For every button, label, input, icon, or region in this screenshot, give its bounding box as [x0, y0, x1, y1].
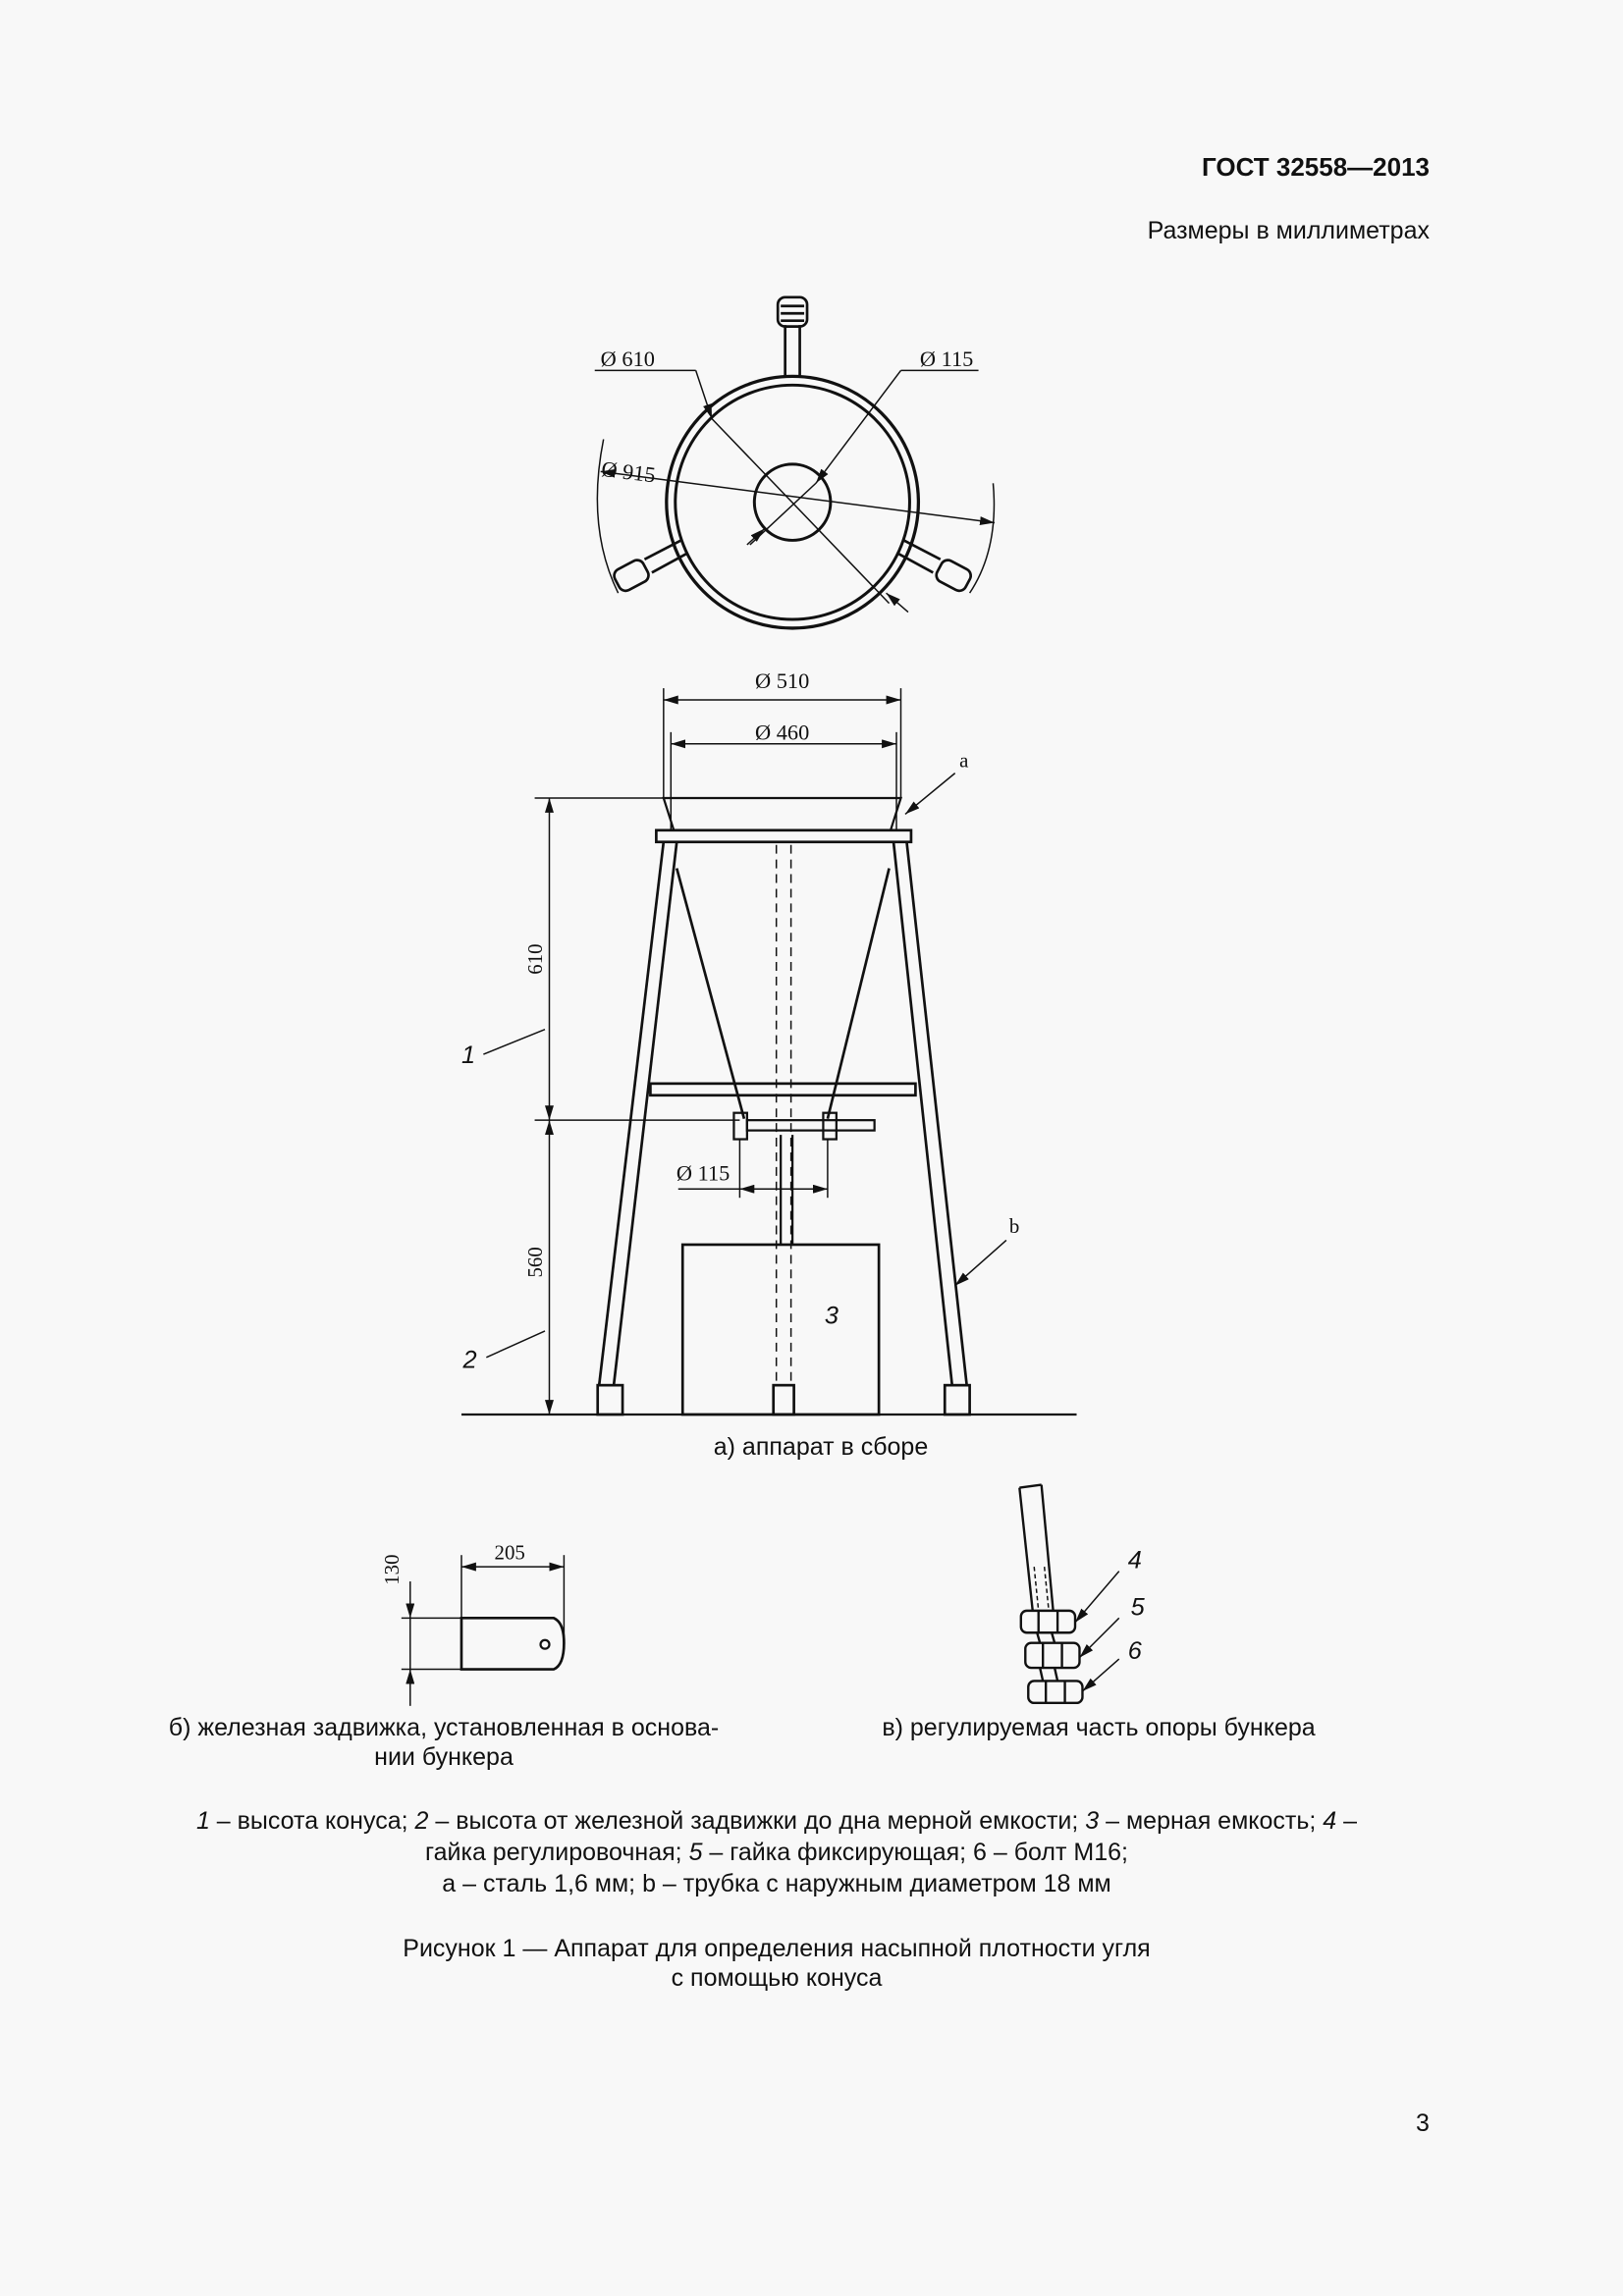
- figure-title-line1: Рисунок 1 — Аппарат для определения насыпной плотности угля: [403, 1935, 1151, 1962]
- cone: [676, 869, 889, 1119]
- legend-line-3: a – сталь 1,6 мм; b – трубка с наружным диаметром 18 мм: [442, 1870, 1111, 1897]
- legend-line-2: [425, 1838, 1128, 1867]
- cross-bar: [650, 1084, 915, 1095]
- legend-segment: 3: [1085, 1807, 1100, 1835]
- callout-5: 5: [1130, 1593, 1145, 1622]
- dimension-lines-top: [595, 370, 995, 612]
- leg-stub-top: [778, 297, 807, 377]
- dim-d915: Ø 915: [600, 455, 658, 488]
- dim-d610: Ø 610: [600, 346, 655, 371]
- dim-205: 205: [494, 1540, 525, 1565]
- legend-segment: – высота от железной задвижки до дна мерной емкости;: [428, 1807, 1086, 1835]
- legend-segment: –: [1336, 1807, 1358, 1835]
- callout-3: 3: [824, 1302, 839, 1330]
- legend-segment: 2: [414, 1807, 429, 1835]
- top-plate: [656, 830, 911, 842]
- callout-2: 2: [462, 1346, 477, 1374]
- callout-1: 1: [460, 1041, 476, 1069]
- dim-h560: 560: [523, 1247, 548, 1278]
- assembly-drawing: [461, 688, 1077, 1415]
- legend-segment: – мерная емкость;: [1099, 1807, 1324, 1835]
- slide-valve: [733, 1113, 874, 1245]
- callout-6: 6: [1127, 1637, 1142, 1666]
- figure-title-line2: с помощью конуса: [671, 1964, 883, 1992]
- callout-a: a: [959, 748, 969, 773]
- callout-b: b: [1008, 1214, 1020, 1239]
- measuring-vessel: [682, 1245, 879, 1415]
- adjustable-leg-drawing: [1019, 1485, 1118, 1703]
- caption-b-line2: нии бункера: [374, 1743, 514, 1771]
- center-lines: [777, 845, 791, 1385]
- dim-d115-top: Ø 115: [919, 346, 974, 371]
- legend-segment: 5: [688, 1839, 703, 1866]
- legend-segment: – гайка фиксирующая; 6 – болт М16;: [702, 1839, 1128, 1866]
- legend-line-1: [196, 1806, 1357, 1836]
- callout-4: 4: [1127, 1546, 1142, 1575]
- dim-130: 130: [379, 1554, 404, 1585]
- legend-segment: 1: [195, 1807, 210, 1835]
- dim-d460: Ø 460: [755, 720, 810, 745]
- document-id: ГОСТ 32558—2013: [1202, 152, 1430, 182]
- slide-plate-drawing: [402, 1555, 565, 1706]
- caption-v: в) регулируемая часть опоры бункера: [882, 1714, 1316, 1741]
- legs: [598, 842, 970, 1415]
- legend-segment: гайка регулировочная;: [425, 1839, 689, 1866]
- legend-segment: 4: [1323, 1807, 1337, 1835]
- dim-d510: Ø 510: [755, 668, 810, 694]
- legend-segment: – высота конуса;: [209, 1807, 415, 1835]
- units-note: Размеры в миллиметрах: [1147, 217, 1430, 244]
- caption-assembly: а) аппарат в сборе: [713, 1433, 929, 1461]
- hopper-rim: [664, 798, 901, 830]
- dim-h610: 610: [523, 943, 548, 975]
- caption-b-line1: б) железная задвижка, установленная в основа-: [168, 1714, 720, 1741]
- page-number: 3: [1416, 2109, 1430, 2137]
- dim-d115-valve: Ø 115: [676, 1160, 730, 1186]
